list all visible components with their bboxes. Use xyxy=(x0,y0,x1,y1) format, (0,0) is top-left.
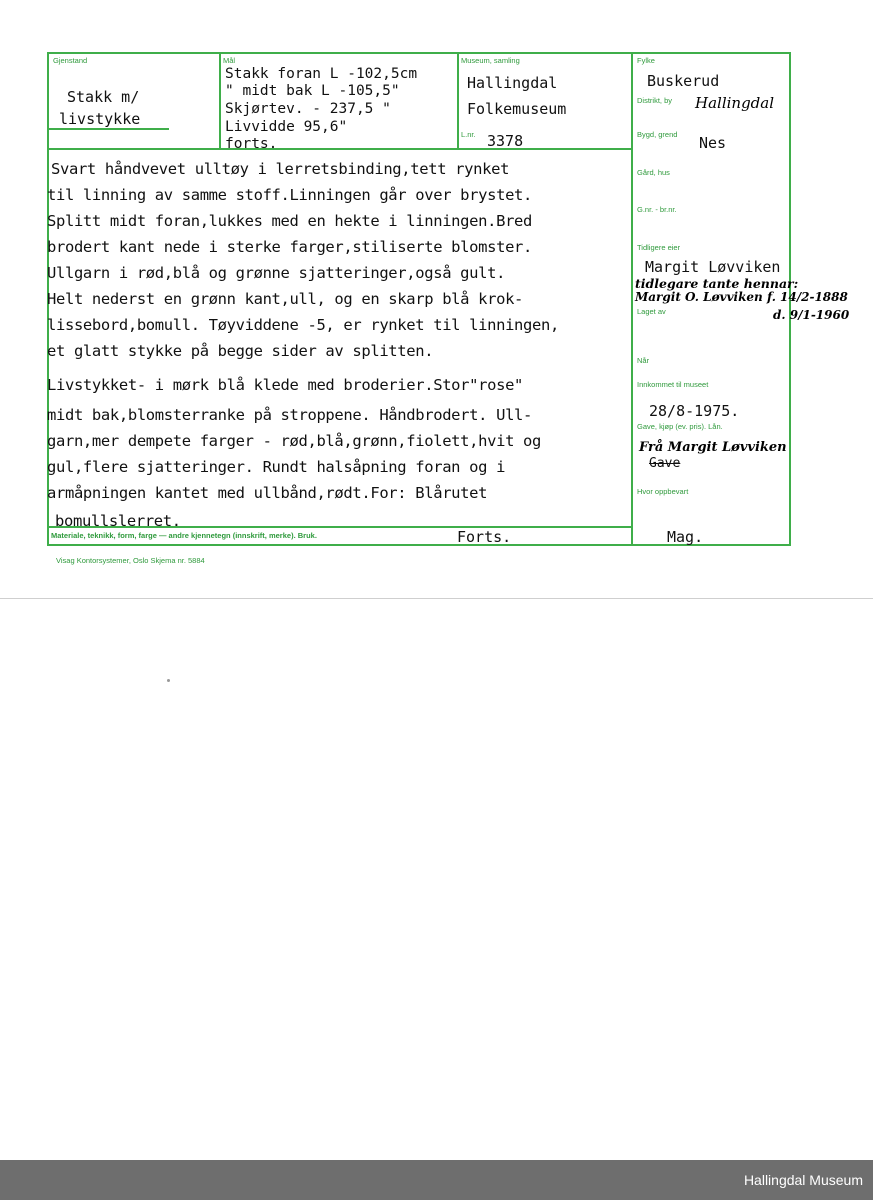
gave-value-typed: Gave xyxy=(649,456,681,471)
description-line-14: bomullslerret. xyxy=(55,512,181,530)
mal-line-5: forts. xyxy=(225,136,278,148)
label-hvor: Hvor oppbevart xyxy=(637,487,689,496)
tidligere-eier-value: Margit Løvviken xyxy=(645,258,781,276)
description-line-3: Splitt midt foran,lukkes med en hekte i linningen.Bred xyxy=(47,212,533,230)
gjenstand-line-1: Stakk m/ xyxy=(67,88,140,106)
watermark-text: Hallingdal Museum xyxy=(743,1172,863,1188)
divider-vertical-1 xyxy=(219,54,221,150)
distrikt-value: Hallingdal xyxy=(695,94,775,112)
description-line-6: Helt nederst en grønn kant,ull, og en skarp blå krok- xyxy=(47,290,524,308)
label-innkommet: Innkommet til museet xyxy=(637,380,709,389)
paper-edge xyxy=(0,598,873,599)
mal-line-3: Skjørtev. - 237,5 " xyxy=(225,101,391,117)
label-bygd: Bygd, grend xyxy=(637,130,678,139)
description-line-13: armåpningen kantet med ullbånd,rødt.For: Blårutet xyxy=(47,484,488,502)
forts-label: Forts. xyxy=(457,528,512,546)
bygd-value: Nes xyxy=(699,134,727,152)
innkommet-value: 28/8-1975. xyxy=(649,402,740,420)
handwritten-note-2: Margit O. Løvviken f. 14/2-1888 xyxy=(635,290,848,304)
mal-line-2: " midt bak L -105,5" xyxy=(225,83,400,99)
description-line-8: et glatt stykke på begge sider av splitten. xyxy=(47,342,434,360)
description-line-12: gul,flere sjatteringer. Rundt halsåpning foran og i xyxy=(47,458,506,476)
description-line-5: Ullgarn i rød,blå og grønne sjatteringer,også gult. xyxy=(47,264,506,282)
description-line-7: lissebord,bomull. Tøyviddene -5, er rynket til linningen, xyxy=(47,316,559,334)
label-gjenstand: Gjenstand xyxy=(53,56,88,65)
handwritten-note-1: tidlegare tante hennar: xyxy=(635,276,799,291)
handwritten-note-3: d. 9/1-1960 xyxy=(773,308,850,322)
divider-vertical-2 xyxy=(457,54,459,150)
label-lnr: L.nr. xyxy=(461,130,476,139)
label-nar: Når xyxy=(637,356,650,365)
label-gnr: G.nr. - br.nr. xyxy=(637,205,677,214)
divider-horizontal-top xyxy=(49,148,633,150)
description-line-10: midt bak,blomsterranke på stroppene. Håndbrodert. Ull- xyxy=(47,406,533,424)
label-materiale: Materiale, teknikk, form, farge — andre kjennetegn (innskrift, merke). Bruk. xyxy=(51,531,317,540)
catalog-card xyxy=(47,52,850,546)
lnr-value: 3378 xyxy=(487,132,524,150)
description-line-9: Livstykket- i mørk blå klede med broderier.Stor"rose" xyxy=(47,376,524,394)
museum-line-1: Hallingdal xyxy=(467,74,558,92)
gave-value: Frå Margit Løvviken xyxy=(639,440,787,455)
label-gave: Gave, kjøp (ev. pris). Lån. xyxy=(637,422,723,431)
label-museum: Museum, samling xyxy=(461,56,520,65)
divider-vertical-3 xyxy=(631,54,633,544)
mal-line-4: Livvidde 95,6" xyxy=(225,119,348,135)
underline-gjenstand xyxy=(49,128,169,130)
label-mal: Mål xyxy=(223,56,236,65)
description-line-11: garn,mer dempete farger - rød,blå,grønn,fiolett,hvit og xyxy=(47,432,541,450)
museum-line-2: Folkemuseum xyxy=(467,100,567,118)
description-line-1: Svart håndvevet ulltøy i lerretsbinding,tett rynket xyxy=(51,160,510,178)
gjenstand-line-2: livstykke xyxy=(59,110,141,128)
printer-footer: Visag Kontorsystemer, Oslo Skjema nr. 5884 xyxy=(56,556,205,565)
mal-line-1: Stakk foran L -102,5cm xyxy=(225,66,418,82)
speck xyxy=(167,679,170,682)
label-tidligere-eier: Tidligere eier xyxy=(637,243,681,252)
label-fylke: Fylke xyxy=(637,56,655,65)
hvor-value: Mag. xyxy=(667,528,704,546)
watermark-bar xyxy=(0,1160,873,1200)
fylke-value: Buskerud xyxy=(647,72,720,90)
label-laget-av: Laget av xyxy=(637,307,666,316)
description-line-4: brodert kant nede i sterke farger,stiliserte blomster. xyxy=(47,238,533,256)
description-line-2: til linning av samme stoff.Linningen går over brystet. xyxy=(47,186,533,204)
label-distrikt: Distrikt, by xyxy=(637,96,673,105)
label-gard: Gård, hus xyxy=(637,168,670,177)
